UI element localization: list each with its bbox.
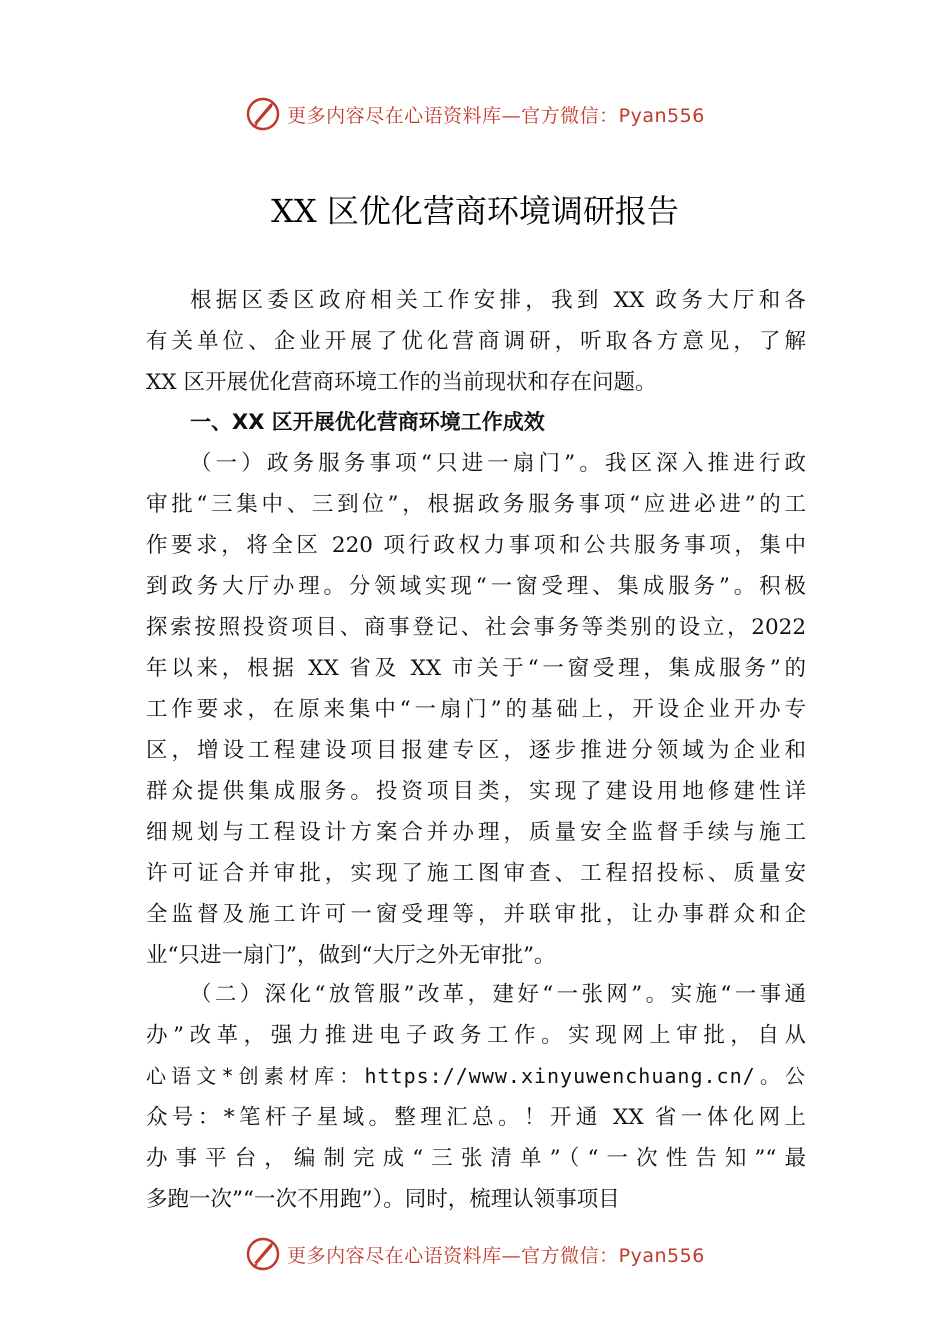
banner-label: 更多内容尽在心语资料库—官方微信：: [287, 104, 619, 127]
text-line: 区，增设工程建设项目报建专区，逐步推进分领域为企业和: [146, 738, 806, 763]
banner-text: [287, 1241, 705, 1268]
text-line: 有关单位、企业开展了优化营商调研，听取各方意见，了解: [146, 329, 806, 354]
text-line: 多跑一次”“一次不用跑”）。同时，梳理认领事项目: [146, 1187, 620, 1212]
feather-pen-logo-icon: [245, 1236, 281, 1272]
bottom-banner[interactable]: [0, 1234, 950, 1274]
text-line: 办”改革，强力推进电子政务工作。实现网上审批，自从: [146, 1023, 806, 1048]
text-line: 细规划与工程设计方案合并办理，质量安全监督手续与施工: [146, 820, 806, 845]
wechat-account: Pyan556: [618, 104, 705, 127]
feather-pen-logo-icon: [245, 96, 281, 132]
heading-line: 一、XX 区开展优化营商环境工作成效: [190, 410, 545, 434]
banner-text: [287, 101, 705, 128]
text-line: 审批“三集中、三到位”，根据政务服务事项“应进必进”的工: [146, 492, 806, 517]
text-line: 年以来，根据 XX 省及 XX 市关于“一窗受理，集成服务”的: [146, 656, 806, 681]
paragraph-2: [146, 974, 806, 1220]
text-line: 心语文*创素材库：https://www.xinyuwenchuang.cn/。公: [146, 1064, 806, 1088]
text-line: 全监督及施工许可一窗受理等，并联审批，让办事群众和企: [146, 902, 806, 927]
text-line: （二）深化“放管服”改革，建好“一张网”。实施“一事通: [190, 982, 806, 1007]
banner-label: 更多内容尽在心语资料库—官方微信：: [287, 1244, 619, 1267]
text-line: （一）政务服务事项“只进一扇门”。我区深入推进行政: [190, 451, 806, 476]
paragraph-1: [146, 443, 806, 976]
text-line: 探索按照投资项目、商事登记、社会事务等类别的设立，2022: [146, 615, 806, 640]
text-line: 根据区委区政府相关工作安排，我到 XX 政务大厅和各: [190, 288, 806, 313]
text-line: 群众提供集成服务。投资项目类，实现了建设用地修建性详: [146, 779, 806, 804]
top-banner[interactable]: [0, 94, 950, 134]
intro-paragraph: [146, 280, 806, 403]
document-title: XX 区优化营商环境调研报告: [271, 192, 679, 230]
text-line: 众号：*笔杆子星域。整理汇总。！开通 XX 省一体化网上: [146, 1105, 806, 1130]
section-heading-1: [146, 402, 806, 443]
text-line: 到政务大厅办理。分领域实现“一窗受理、集成服务”。积极: [146, 574, 806, 599]
text-line: 许可证合并审批，实现了施工图审查、工程招投标、质量安: [146, 861, 806, 886]
text-line: 作要求，将全区 220 项行政权力事项和公共服务事项，集中: [146, 533, 806, 558]
wechat-account: Pyan556: [618, 1244, 705, 1267]
text-line: 业“只进一扇门”，做到“大厅之外无审批”。: [146, 943, 556, 968]
text-line: 办事平台，编制完成“三张清单”（“一次性告知”“最: [146, 1146, 806, 1171]
text-line: 工作要求，在原来集中“一扇门”的基础上，开设企业开办专: [146, 697, 806, 722]
text-line: XX 区开展优化营商环境工作的当前现状和存在问题。: [146, 370, 657, 395]
